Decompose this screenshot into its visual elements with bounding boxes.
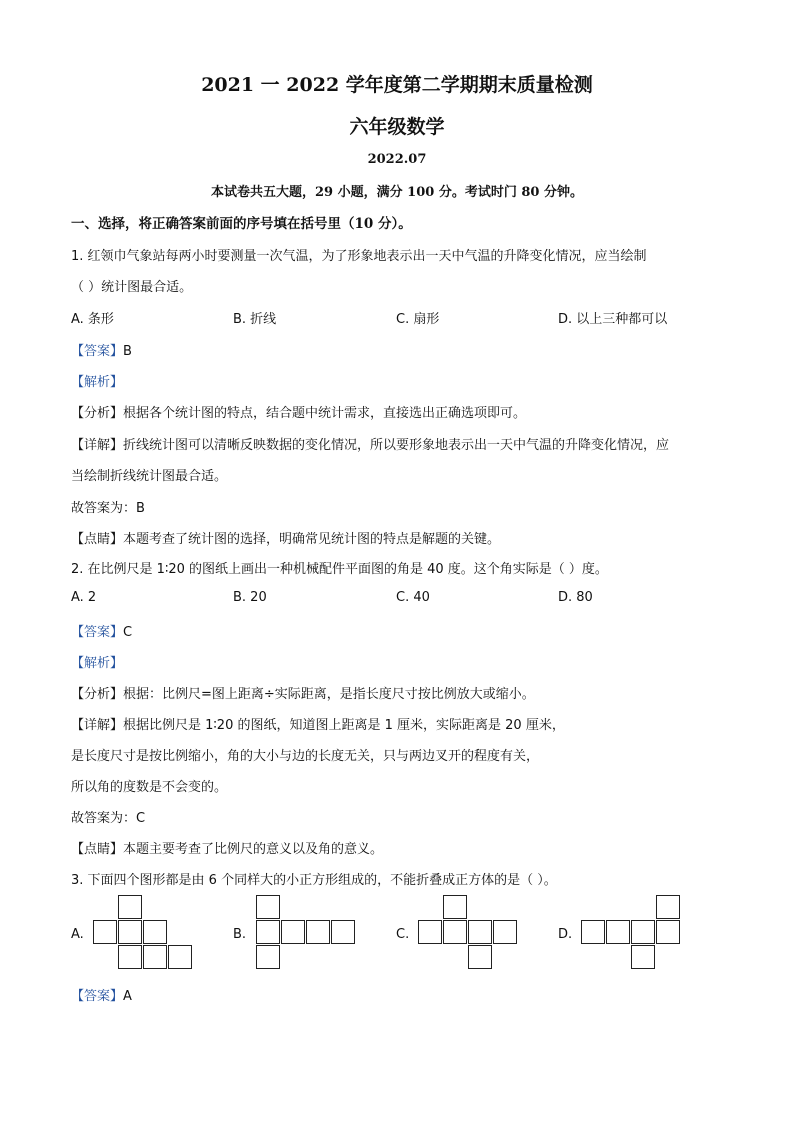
net-square <box>493 920 517 944</box>
xiangjie-tag: 【详解】 <box>71 718 124 733</box>
q2-dianjing-text: 本题主要考查了比例尺的意义以及角的意义。 <box>123 842 384 857</box>
q3-answer-value: A <box>123 989 132 1004</box>
exam-date: 2022.07 <box>367 152 427 167</box>
net-square <box>168 945 192 969</box>
jiexi-tag: 【解析】 <box>71 656 124 671</box>
q3-answer <box>71 985 132 1004</box>
q1-option-b: B. 折线 <box>233 312 277 327</box>
q2-xiangjie-line2: 是长度尺寸是按比例缩小，角的大小与边的长度无关，只与两边叉开的程度有关， <box>71 749 540 764</box>
q1-answer-value: B <box>123 344 132 359</box>
net-square <box>93 920 117 944</box>
net-square <box>581 920 605 944</box>
dianjing-tag: 【点睛】 <box>71 842 124 857</box>
q1-jiexi <box>71 371 123 390</box>
net-square <box>118 945 142 969</box>
net-square <box>256 920 280 944</box>
q3-option-b-label: B. <box>233 927 247 942</box>
q2-xiangjie-text1: 根据比例尺是 1∶20 的图纸，知道图上距离是 1 厘米，实际距离是 20 厘米， <box>123 718 565 733</box>
q2-final-answer: 故答案为：C <box>71 811 146 826</box>
q2-option-b: B. 20 <box>233 590 267 605</box>
q1-fenxi-text: 根据各个统计图的特点，结合题中统计需求，直接选出正确选项即可。 <box>123 406 527 421</box>
q2-option-d: D. 80 <box>558 590 593 605</box>
q1-option-c: C. 扇形 <box>396 312 440 327</box>
q1-answer <box>71 340 132 359</box>
answer-tag: 【答案】 <box>71 989 124 1004</box>
net-square <box>306 920 330 944</box>
net-square <box>656 895 680 919</box>
exam-title: 2021 一 2022 学年度第二学期期末质量检测 <box>201 74 593 96</box>
q1-dianjing-text: 本题考查了统计图的选择，明确常见统计图的特点是解题的关键。 <box>123 532 501 547</box>
exam-subtitle: 六年级数学 <box>349 116 445 138</box>
net-square <box>281 920 305 944</box>
q2-xiangjie-line3: 所以角的度数是不会变的。 <box>71 780 228 795</box>
q3-option-d-label: D. <box>558 927 573 942</box>
q2-jiexi <box>71 652 123 671</box>
net-square <box>468 945 492 969</box>
q3-stem: 3. 下面四个图形都是由 6 个同样大的小正方形组成的，不能折叠成正方体的是（ ）。 <box>71 873 557 888</box>
q1-option-a: A. 条形 <box>71 312 114 327</box>
net-square <box>143 920 167 944</box>
net-square <box>118 895 142 919</box>
jiexi-tag: 【解析】 <box>71 375 124 390</box>
q1-xiangjie-line1 <box>71 434 669 453</box>
q3-option-a-label: A. <box>71 927 84 942</box>
dianjing-tag: 【点睛】 <box>71 532 124 547</box>
q2-option-a: A. 2 <box>71 590 97 605</box>
exam-notice: 本试卷共五大题，29 小题，满分 100 分。考试时门 80 分钟。 <box>211 185 583 200</box>
answer-tag: 【答案】 <box>71 344 124 359</box>
q1-fenxi <box>71 402 526 421</box>
net-square <box>143 945 167 969</box>
q1-stem-line1: 1. 红领巾气象站每两小时要测量一次气温，为了形象地表示出一天中气温的升降变化情况，应当绘制 <box>71 249 647 264</box>
net-square <box>443 895 467 919</box>
net-square <box>656 920 680 944</box>
section-heading: 一、选择，将正确答案前面的序号填在括号里（10 分）。 <box>71 216 412 232</box>
q1-xiangjie-text1: 折线统计图可以清晰反映数据的变化情况，所以要形象地表示出一天中气温的升降变化情况，应 <box>123 438 670 453</box>
q2-fenxi <box>71 683 535 702</box>
q2-option-c: C. 40 <box>396 590 430 605</box>
net-square <box>256 895 280 919</box>
net-square <box>418 920 442 944</box>
answer-tag: 【答案】 <box>71 625 124 640</box>
q1-dianjing <box>71 528 500 547</box>
net-square <box>631 920 655 944</box>
net-square <box>631 945 655 969</box>
net-square <box>331 920 355 944</box>
q2-xiangjie-line1 <box>71 714 565 733</box>
q2-dianjing <box>71 838 383 857</box>
net-square <box>468 920 492 944</box>
q1-option-d: D. 以上三种都可以 <box>558 312 668 327</box>
q2-stem: 2. 在比例尺是 1∶20 的图纸上画出一种机械配件平面图的角是 40 度。这个角实际是（ ）度。 <box>71 562 608 577</box>
q3-option-c-label: C. <box>396 927 410 942</box>
q2-answer-value: C <box>123 625 133 640</box>
fenxi-tag: 【分析】 <box>71 406 124 421</box>
q2-answer <box>71 621 132 640</box>
q1-final-answer: 故答案为：B <box>71 501 145 516</box>
q1-stem-line2: （ ）统计图最合适。 <box>71 280 193 295</box>
q2-fenxi-text: 根据：比例尺=图上距离÷实际距离，是指长度尺寸按比例放大或缩小。 <box>123 687 535 702</box>
net-square <box>118 920 142 944</box>
net-square <box>606 920 630 944</box>
xiangjie-tag: 【详解】 <box>71 438 124 453</box>
net-square <box>443 920 467 944</box>
fenxi-tag: 【分析】 <box>71 687 124 702</box>
q1-xiangjie-line2: 当绘制折线统计图最合适。 <box>71 469 228 484</box>
net-square <box>256 945 280 969</box>
